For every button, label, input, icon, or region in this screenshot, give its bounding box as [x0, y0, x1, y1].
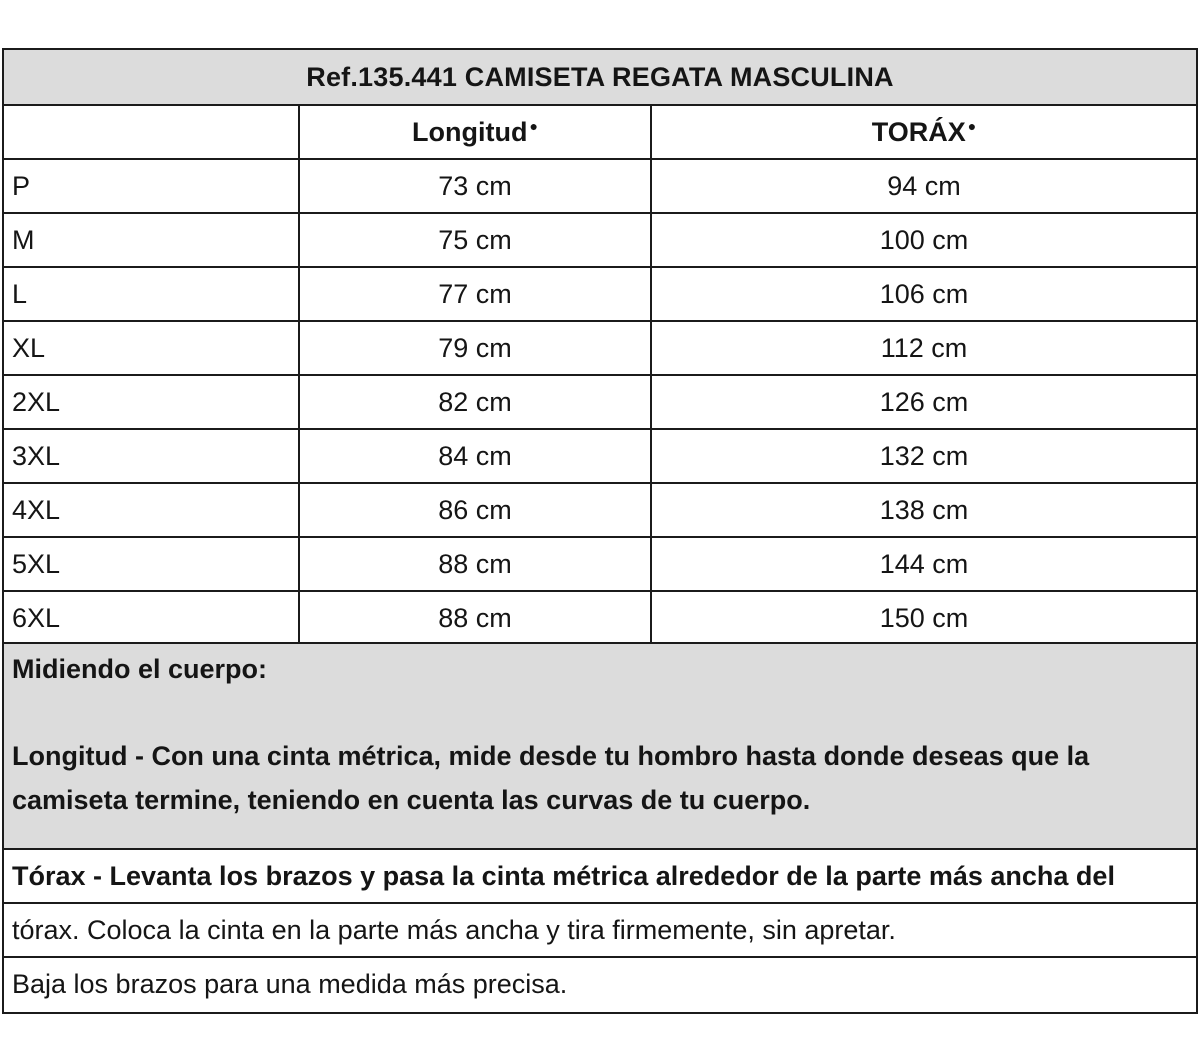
bullet-icon: ●	[529, 117, 538, 134]
table-row	[4, 429, 1196, 483]
size-cell: 3XL	[4, 429, 299, 483]
length-cell: 82 cm	[299, 375, 651, 429]
header-blank-cell	[4, 106, 299, 159]
table-row	[4, 267, 1196, 321]
header-row	[4, 106, 1196, 159]
length-cell: 79 cm	[299, 321, 651, 375]
chest-cell: 138 cm	[651, 483, 1196, 537]
chest-cell: 94 cm	[651, 159, 1196, 213]
chest-cell: 100 cm	[651, 213, 1196, 267]
size-cell: XL	[4, 321, 299, 375]
bullet-icon: ●	[967, 117, 977, 134]
size-cell: L	[4, 267, 299, 321]
length-cell: 75 cm	[299, 213, 651, 267]
chart-title: Ref.135.441 CAMISETA REGATA MASCULINA	[4, 50, 1196, 106]
length-cell: 88 cm	[299, 591, 651, 644]
table-row	[4, 591, 1196, 644]
size-cell: 6XL	[12, 602, 61, 633]
length-cell: 77 cm	[299, 267, 651, 321]
table-row	[4, 375, 1196, 429]
chest-instruction-line: Baja los brazos para una medida más precisa.	[12, 969, 568, 999]
length-cell: 88 cm	[299, 537, 651, 591]
size-chart	[2, 48, 1198, 1014]
length-cell: 73 cm	[299, 159, 651, 213]
table-row	[4, 159, 1196, 213]
header-chest	[651, 106, 1196, 159]
table-row	[4, 483, 1196, 537]
chest-instructions	[4, 850, 1196, 1012]
chest-instruction-line: tórax. Coloca la cinta en la parte más ancha y tira firmemente, sin apretar.	[4, 904, 1196, 958]
chest-cell: 144 cm	[651, 537, 1196, 591]
size-cell: 5XL	[4, 537, 299, 591]
size-cell: M	[4, 213, 299, 267]
length-instruction: Longitud - Con una cinta métrica, mide desde tu hombro hasta donde deseas que la camiseta termine, teniendo en cuenta las curvas de tu cuerpo.	[12, 741, 1090, 815]
header-length	[299, 106, 651, 159]
measuring-instructions	[4, 642, 1196, 850]
table-row	[4, 213, 1196, 267]
size-cell: 2XL	[4, 375, 299, 429]
chest-cell: 112 cm	[651, 321, 1196, 375]
chest-instruction-line: Tórax - Levanta los brazos y pasa la cinta métrica alrededor de la parte más ancha del	[4, 850, 1196, 904]
table-row	[4, 321, 1196, 375]
header-chest-label: TORÁX	[871, 116, 966, 147]
size-cell: P	[4, 159, 299, 213]
chest-cell: 132 cm	[651, 429, 1196, 483]
size-table	[4, 106, 1196, 644]
length-cell: 86 cm	[299, 483, 651, 537]
chest-cell: 106 cm	[651, 267, 1196, 321]
table-row	[4, 537, 1196, 591]
measuring-heading: Midiendo el cuerpo:	[12, 654, 268, 684]
chest-cell: 126 cm	[651, 375, 1196, 429]
length-cell: 84 cm	[299, 429, 651, 483]
chest-cell: 150 cm	[651, 591, 1196, 644]
size-cell: 4XL	[4, 483, 299, 537]
header-length-label: Longitud	[412, 116, 528, 147]
